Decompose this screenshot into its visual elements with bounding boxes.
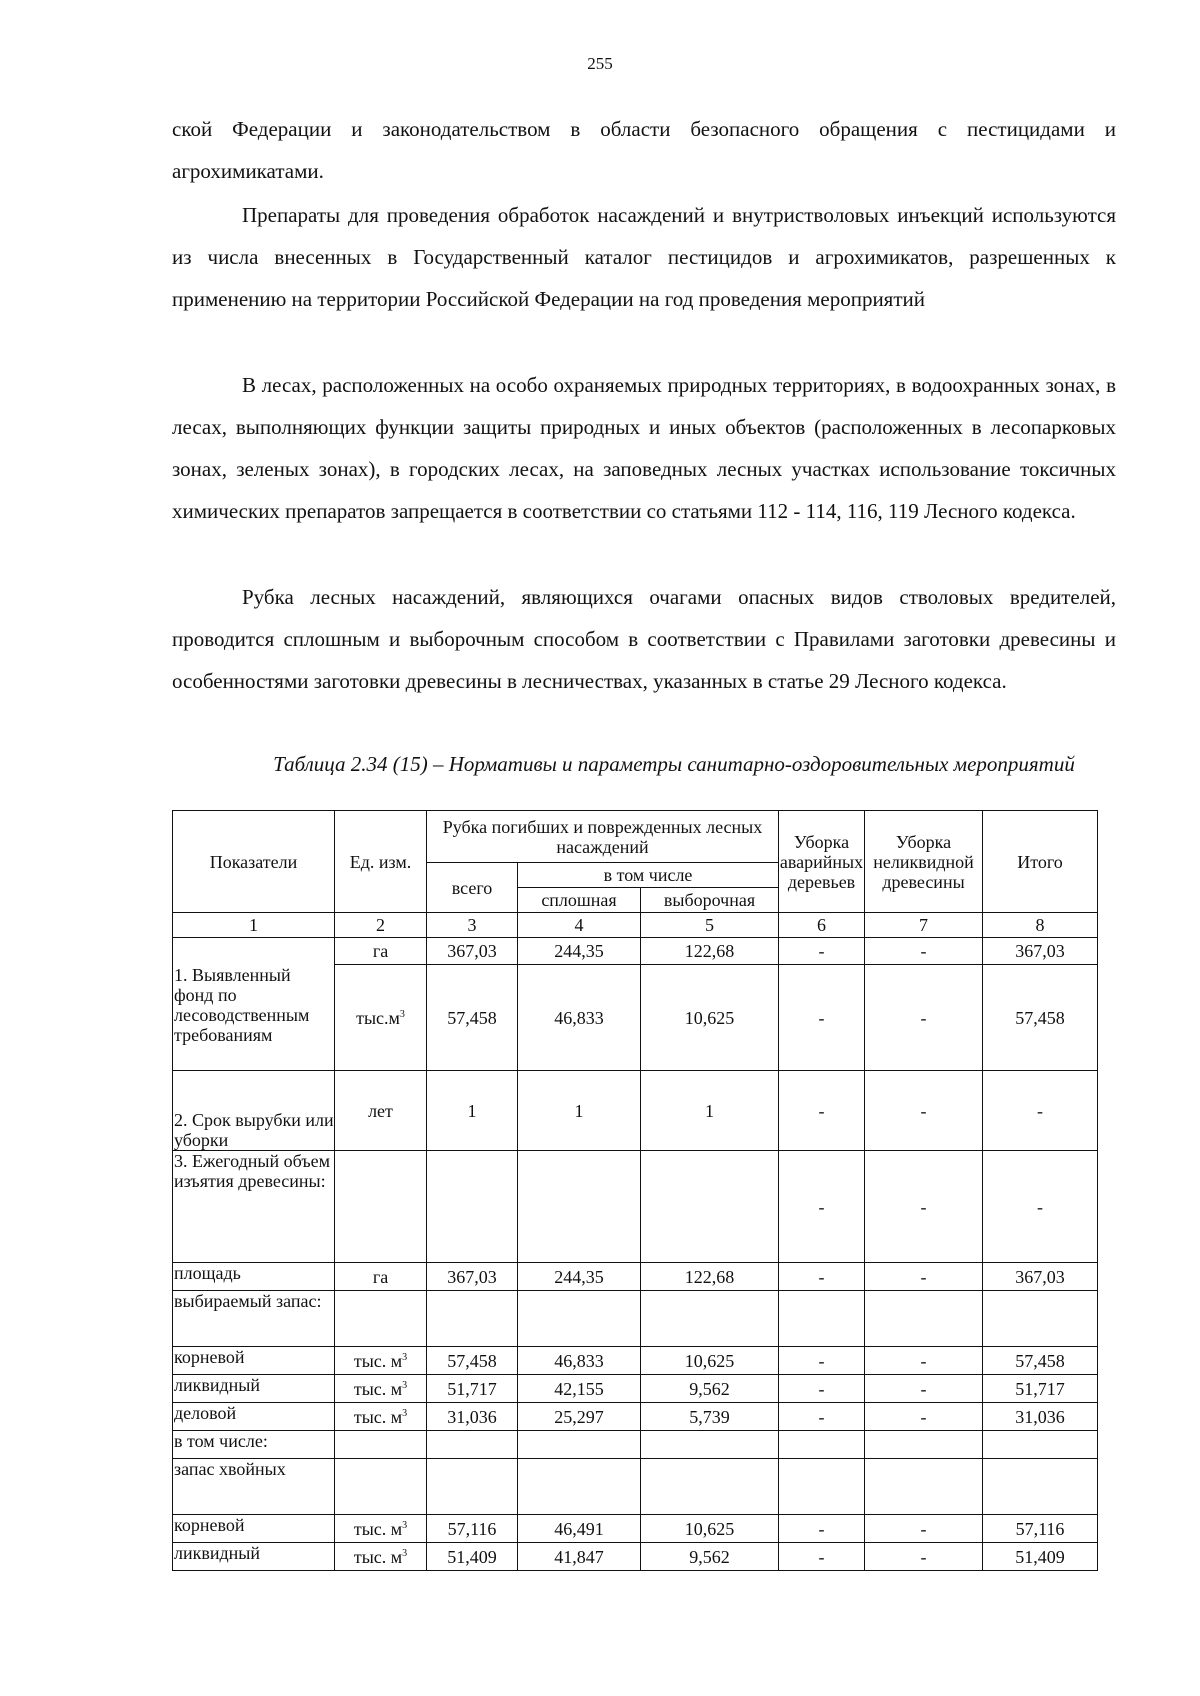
header-unit: Ед. изм. [335, 811, 427, 913]
value-cell: 31,036 [983, 1403, 1098, 1431]
value-cell: 10,625 [641, 965, 779, 1071]
value-cell: - [865, 1375, 983, 1403]
value-cell: - [779, 938, 865, 965]
value-cell: 51,409 [983, 1543, 1098, 1571]
value-cell: 42,155 [518, 1375, 641, 1403]
value-cell: 244,35 [518, 938, 641, 965]
value-cell: 367,03 [983, 1263, 1098, 1291]
value-cell: 57,458 [427, 965, 518, 1071]
col-number: 6 [779, 913, 865, 938]
value-cell: 367,03 [427, 938, 518, 965]
col-number: 5 [641, 913, 779, 938]
row-label: корневой [173, 1347, 335, 1375]
table-row [173, 1263, 1098, 1291]
value-cell: 51,717 [983, 1375, 1098, 1403]
value-cell: 5,739 [641, 1403, 779, 1431]
value-cell: - [779, 1403, 865, 1431]
value-cell: 367,03 [427, 1263, 518, 1291]
table-row [173, 1431, 1098, 1459]
table-row [173, 1071, 1098, 1151]
value-cell: - [865, 1071, 983, 1151]
table-row [173, 1375, 1098, 1403]
value-cell: 31,036 [427, 1403, 518, 1431]
col-number: 8 [983, 913, 1098, 938]
header-emergency-trees: Уборка аварийных деревьев [779, 811, 865, 913]
row-label: ликвидный [173, 1543, 335, 1571]
unit-cell: тыс. $м^3$ [335, 1403, 427, 1431]
unit-cell: тыс. $м^3$ [335, 1347, 427, 1375]
value-cell: 122,68 [641, 938, 779, 965]
value-cell: - [779, 1071, 865, 1151]
value-cell: - [865, 1515, 983, 1543]
paragraph-4: Рубка лесных насаждений, являющихся очагами опасных видов стволовых вредителей, проводится сплошным и выборочным способом в соответствии с Правилами заготовки древесины и особенностями заготовки древесины в лесничествах, указанных в статье 29 Лесного кодекса. [172, 585, 1116, 693]
value-cell: - [779, 1151, 865, 1263]
table-row [173, 1543, 1098, 1571]
value-cell: 122,68 [641, 1263, 779, 1291]
header-clear-cut: сплошная [518, 888, 641, 913]
row-label: 1. Выявленный фонд по лесоводственным требованиям [173, 965, 335, 1071]
value-cell: - [865, 938, 983, 965]
table-row [173, 1403, 1098, 1431]
value-cell: 57,458 [983, 965, 1098, 1071]
value-cell: - [779, 1347, 865, 1375]
value-cell: 9,562 [641, 1375, 779, 1403]
value-cell: 46,833 [518, 965, 641, 1071]
value-cell: 46,833 [518, 1347, 641, 1375]
page-number: 255 [587, 54, 613, 73]
value-cell: 41,847 [518, 1543, 641, 1571]
table-row [173, 1291, 1098, 1347]
value-cell: 9,562 [641, 1543, 779, 1571]
value-cell: - [865, 1543, 983, 1571]
value-cell: 57,458 [427, 1347, 518, 1375]
value-cell: 51,409 [427, 1543, 518, 1571]
row-label: корневой [173, 1515, 335, 1543]
paragraph-2: Препараты для проведения обработок насаждений и внутриствoловых инъекций используются из числа внесенных в Государственный каталог пестицидов и агрохимикатов, разрешенных к применению на территории Российской Федерации на год проведения мероприятий [172, 203, 1116, 311]
value-cell: - [779, 1515, 865, 1543]
table-row [173, 965, 1098, 1071]
value-cell: - [779, 1543, 865, 1571]
header-selective-cut: выборочная [641, 888, 779, 913]
unit-cell: тыс. $м^3$ [335, 1543, 427, 1571]
header-total: Итого [983, 811, 1098, 913]
paragraph-1: ской Федерации и законодательством в области безопасного обращения с пестицидами и агрохимикатами. [172, 117, 1116, 183]
value-cell: 25,297 [518, 1403, 641, 1431]
value-cell: 10,625 [641, 1347, 779, 1375]
table-row [173, 1515, 1098, 1543]
value-cell: - [865, 965, 983, 1071]
value-cell: 57,116 [983, 1515, 1098, 1543]
value-cell: 10,625 [641, 1515, 779, 1543]
value-cell: - [779, 1263, 865, 1291]
col-number: 1 [173, 913, 335, 938]
col-number: 4 [518, 913, 641, 938]
row-label: в том числе: [173, 1431, 335, 1459]
unit-cell: тыс. $м^3$ [335, 1375, 427, 1403]
value-cell: 51,717 [427, 1375, 518, 1403]
table-row [173, 1459, 1098, 1515]
table-row [173, 1151, 1098, 1263]
col-number: 2 [335, 913, 427, 938]
value-cell: - [865, 1263, 983, 1291]
row-label: выбираемый запас: [173, 1291, 335, 1347]
unit-cell: га [335, 938, 427, 965]
row-label: запас хвойных [173, 1459, 335, 1515]
row-label: 3. Ежегодный объем изъятия древесины: [173, 1151, 335, 1263]
column-numbers-row [173, 913, 1098, 938]
row-label: площадь [173, 1263, 335, 1291]
row-label: ликвидный [173, 1375, 335, 1403]
header-all: всего [427, 863, 518, 913]
unit-cell: $тыс.м^3$ [335, 965, 427, 1071]
table-row [173, 938, 1098, 965]
value-cell: 46,491 [518, 1515, 641, 1543]
row-label: 2. Срок вырубки или уборки [173, 1071, 335, 1151]
value-cell: 1 [641, 1071, 779, 1151]
paragraph-3: В лесах, расположенных на особо охраняемых природных территориях, в водоохранных зонах, в лесах, выполняющих функции защиты природных и иных объектов (расположенных в лесопарковых зонах, зеленых зонах), в городских лесах, на заповедных лесных участках использование токсичных химических препаратов запрещается в соответствии со статьями 112 - 114, 116, 119 Лесного кодекса. [172, 373, 1116, 523]
value-cell: - [779, 1375, 865, 1403]
header-illiquid-wood: Уборка неликвидной древесины [865, 811, 983, 913]
unit-cell: тыс. $м^3$ [335, 1515, 427, 1543]
value-cell: 244,35 [518, 1263, 641, 1291]
sanitary-measures-table [172, 810, 1098, 1571]
value-cell: - [983, 1071, 1098, 1151]
col-number: 3 [427, 913, 518, 938]
value-cell: 367,03 [983, 938, 1098, 965]
value-cell: - [865, 1151, 983, 1263]
value-cell: 57,458 [983, 1347, 1098, 1375]
header-indicators: Показатели [173, 811, 335, 913]
table-caption: Таблица 2.34 (15) – Нормативы и параметры санитарно-оздоровительных мероприятий [273, 752, 1075, 776]
value-cell: - [983, 1151, 1098, 1263]
col-number: 7 [865, 913, 983, 938]
value-cell: - [779, 965, 865, 1071]
value-cell: 1 [427, 1071, 518, 1151]
unit-cell: лет [335, 1071, 427, 1151]
unit-cell: га [335, 1263, 427, 1291]
value-cell: - [865, 1403, 983, 1431]
value-cell: 57,116 [427, 1515, 518, 1543]
table-row [173, 1347, 1098, 1375]
value-cell: - [865, 1347, 983, 1375]
header-felling: Рубка погибших и поврежденных лесных насаждений [427, 811, 779, 863]
row-label: деловой [173, 1403, 335, 1431]
header-including: в том числе [518, 863, 779, 888]
value-cell: 1 [518, 1071, 641, 1151]
